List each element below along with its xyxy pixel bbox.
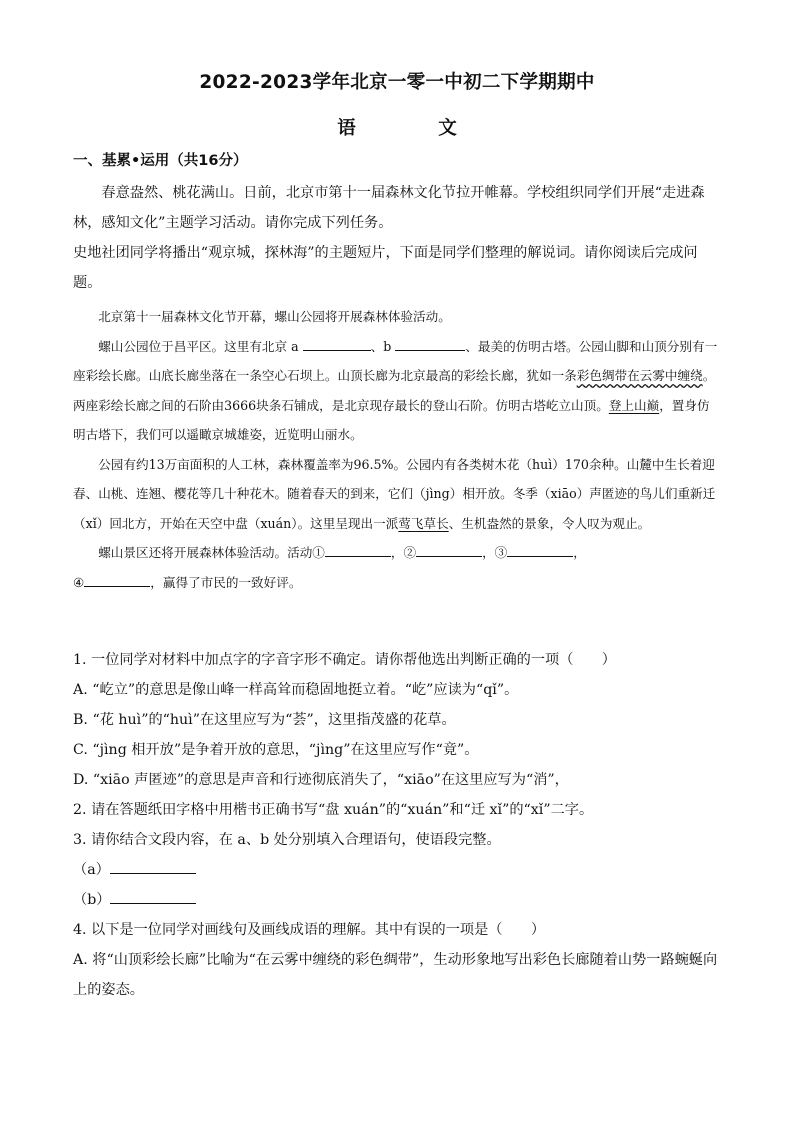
- article-text: 、b: [370, 338, 396, 354]
- article-text: ，赢得了市民的一致好评。: [150, 574, 302, 590]
- question-1-option-b: B. “花 huì”的“huì”在这里应写为“荟”，这里指茂盛的花草。: [73, 712, 456, 728]
- blank-activity-4: [84, 572, 150, 587]
- blank-activity-3: [507, 542, 573, 557]
- article-text: 、生机盎然的景象，令人叹为观止。: [448, 515, 651, 531]
- question-2: 2. 请在答题纸田字格中用楷书正确书写“盘 xuán”的“xuán”和“迁 xǐ”的“xǐ”二字。: [73, 802, 594, 818]
- blank-activity-1: [325, 542, 391, 557]
- question-4-option-a: A. 将“山顶彩绘长廊”比喻为“在云雾中缠绕的彩色绸带”，生动形象地写出彩色长廊随着山势一路蜿蜒向上的姿态。: [73, 952, 718, 998]
- intro-block: [73, 178, 721, 298]
- question-4: 4. 以下是一位同学对画线句及画线成语的理解。其中有误的一项是（ ）: [73, 922, 546, 938]
- article-text: ，②: [390, 545, 417, 560]
- question-1-option-a: A. “屹立”的意思是像山峰一样高耸而稳固地挺立着。“屹”应读为“qǐ”。: [73, 682, 519, 698]
- answer-label-b: （b）: [73, 892, 111, 908]
- answer-label-a: （a）: [73, 862, 110, 878]
- article-text: 螺山景区还将开展森林体验活动。活动①: [98, 545, 325, 560]
- article-text: ，置身仿明古塔下，我们可以遥瞰京城雄姿，近览明山丽水。: [73, 397, 710, 442]
- question-3-answer-a: [73, 855, 721, 885]
- blank-activity-2: [416, 542, 482, 557]
- question-3: 3. 请你结合文段内容，在 a、b 处分别填入合理语句，使语段完整。: [73, 832, 501, 848]
- answer-blank-b[interactable]: [110, 889, 196, 904]
- subject-title: 语 文: [337, 118, 495, 139]
- article-text: ④: [73, 574, 85, 590]
- article-text: 公园有约13万亩面积的人工林，森林覆盖率为96.5%。公园内有各类树木花（huì）170余种。山麓中生长着迎春、山桃、连翘、樱花等几十种花木。随着春天的到来，它们（jìng）相开放。冬季（xiāo）声匿迹的鸟儿们重新迁（xǐ）回北方，开始在天空中盘（xuán）。这里呈现出一派: [73, 456, 716, 531]
- blank-a: [303, 336, 371, 351]
- question-1-option-c: C. “jìng 相开放”是争着开放的意思，“jìng”在这里应写作“竟”。: [73, 742, 479, 758]
- article-paragraph-1: 北京第十一届森林文化节开幕，螺山公园将开展森林体验活动。: [98, 309, 451, 324]
- article-paragraph-3: [73, 450, 721, 539]
- intro-paragraph-1: 春意盎然、桃花满山。日前，北京市第十一届森林文化节拉开帷幕。学校组织同学们开展“走进森林，感知文化”主题学习活动。请你完成下列任务。: [73, 185, 705, 231]
- article-text: ，③: [482, 545, 508, 560]
- article-block: [73, 302, 721, 597]
- article-paragraph-4: [73, 538, 721, 568]
- intro-paragraph-2: 史地社团同学将播出“观京城，探林海”的主题短片，下面是同学们整理的解说词。请你阅读后完成问题。: [73, 245, 698, 291]
- article-text: 、最美的仿明古塔。公园山脚和山顶分别有一座彩绘长廊。山底长廊坐落在一条空心石坝上。山顶长廊为北京最高的彩绘长廊，犹如一条: [73, 338, 718, 383]
- article-text: ，: [573, 545, 586, 560]
- question-3-answer-b: [73, 885, 721, 915]
- wavy-underlined-phrase: 彩色绸带在云雾中缠绕: [576, 368, 703, 383]
- section-heading: 一、基累•运用（共16分）: [73, 153, 248, 169]
- article-paragraph-5: [73, 568, 721, 598]
- article-paragraph-2: [73, 332, 721, 450]
- question-1-option-d: D. “xiāo 声匿迹”的意思是声音和行迹彻底消失了，“xiāo”在这里应写为“消”，: [73, 772, 569, 788]
- underlined-idiom: 莺飞草长: [398, 515, 449, 531]
- blank-b: [395, 336, 465, 351]
- article-text: 。两座彩绘长廊之间的石阶由3666块条石铺成，是北京现存最长的登山石阶。仿明古塔屹立山顶。: [73, 368, 716, 413]
- answer-blank-a[interactable]: [110, 859, 196, 874]
- question-1: 1. 一位同学对材料中加点字的字音字形不确定。请你帮他选出判断正确的一项（ ）: [73, 652, 616, 668]
- questions-block: [73, 645, 721, 1005]
- exam-title: 2022-2023学年北京一零一中初二下学期期中: [199, 72, 595, 93]
- underlined-phrase: 登上山巅: [608, 397, 660, 413]
- article-text: 螺山公园位于昌平区。这里有北京 a: [98, 338, 303, 354]
